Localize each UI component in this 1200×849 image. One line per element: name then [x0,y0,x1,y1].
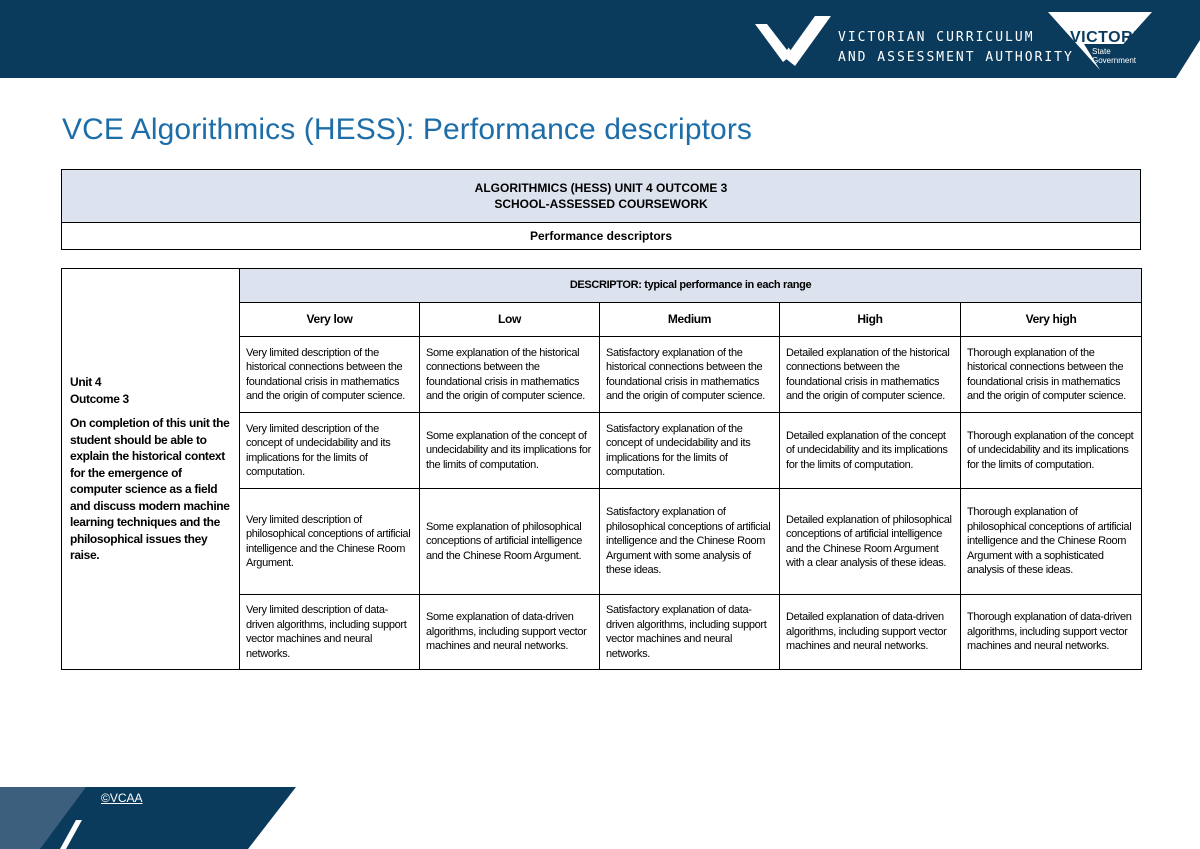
level-header-very-low: Very low [240,303,420,337]
level-header-medium: Medium [600,303,780,337]
performance-descriptors-heading: Performance descriptors [62,223,1141,250]
rubric-cell: Some explanation of the concept of undecidability and its implications for the limits of computation. [420,413,600,489]
victoria-subtitle-line1: State [1092,47,1111,56]
banner-line-1: ALGORITHMICS (HESS) UNIT 4 OUTCOME 3 [474,181,728,195]
coursework-banner-table [61,169,1141,250]
outcome-spacer [70,407,231,415]
performance-rubric-table [61,268,1142,670]
descriptor-heading-label: DESCRIPTOR: [569,279,642,292]
level-header-high: High [780,303,961,337]
vcaa-wordmark-line1: VICTORIAN CURRICULUM [838,30,1035,45]
descriptor-heading-text: typical performance in each range [641,279,812,292]
outcome-cell [62,269,240,670]
rubric-cell: Detailed explanation of the concept of undecidability and its implications for the limits of computation. [780,413,961,489]
descriptor-heading [240,269,1142,303]
rubric-cell: Very limited description of data-driven algorithms, including support vector machines and neural networks. [240,595,420,670]
banner-line-2: SCHOOL-ASSESSED COURSEWORK [494,197,708,211]
rubric-cell: Satisfactory explanation of data-driven algorithms, including support vector machines and neural networks. [600,595,780,670]
vcaa-wordmark-line2: AND ASSESSMENT AUTHORITY [838,50,1074,65]
victoria-subtitle [1092,47,1136,65]
rubric-cell: Detailed explanation of philosophical conceptions of artificial intelligence and the Chinese Room Argument with a clear analysis of these ideas. [780,489,961,595]
coursework-banner [62,170,1141,223]
rubric-cell: Thorough explanation of the historical connections between the foundational crisis in mathematics and the origin of computer science. [961,337,1142,413]
outcome-statement: On completion of this unit the student should be able to explain the historical context for the emergence of computer science as a field and discuss modern machine learning techniques and the philosophical issues they raise. [70,416,230,563]
page-title: VCE Algorithmics (HESS): Performance descriptors [62,113,753,146]
rubric-cell: Very limited description of the concept of undecidability and its implications for the limits of computation. [240,413,420,489]
victoria-subtitle-line2: Government [1092,56,1137,65]
rubric-cell: Thorough explanation of philosophical conceptions of artificial intelligence and the Chinese Room Argument with a sophisticated analysis of these ideas. [961,489,1142,595]
rubric-cell: Some explanation of the historical connections between the foundational crisis in mathematics and the origin of computer science. [420,337,600,413]
header-corner-notch [1176,40,1200,78]
outcome-label: Outcome 3 [70,391,129,406]
vcaa-logo-icon [755,14,831,66]
rubric-cell: Very limited description of the historical connections between the foundational crisis in mathematics and the origin of computer science. [240,337,420,413]
copyright-link[interactable]: ©VCAA [101,791,143,805]
rubric-cell: Satisfactory explanation of the concept of undecidability and its implications for the limits of computation. [600,413,780,489]
rubric-cell: Detailed explanation of data-driven algorithms, including support vector machines and neural networks. [780,595,961,670]
rubric-cell: Detailed explanation of the historical connections between the foundational crisis in mathematics and the origin of computer science. [780,337,961,413]
rubric-cell: Some explanation of data-driven algorithms, including support vector machines and neural networks. [420,595,600,670]
victoria-wordmark: VICTORIA [1070,29,1151,46]
vcaa-wordmark [838,28,1074,68]
level-header-low: Low [420,303,600,337]
unit-label: Unit 4 [70,375,102,390]
header-bar [0,0,1200,78]
rubric-cell: Some explanation of philosophical conceptions of artificial intelligence and the Chinese Room Argument. [420,489,600,595]
rubric-cell: Thorough explanation of the concept of undecidability and its implications for the limits of computation. [961,413,1142,489]
rubric-cell: Satisfactory explanation of the historical connections between the foundational crisis in mathematics and the origin of computer science. [600,337,780,413]
rubric-cell: Satisfactory explanation of philosophical conceptions of artificial intelligence and the Chinese Room Argument with some analysis of these ideas. [600,489,780,595]
rubric-cell: Thorough explanation of data-driven algorithms, including support vector machines and neural networks. [961,595,1142,670]
level-header-very-high: Very high [961,303,1142,337]
rubric-cell: Very limited description of philosophical conceptions of artificial intelligence and the Chinese Room Argument. [240,489,420,595]
